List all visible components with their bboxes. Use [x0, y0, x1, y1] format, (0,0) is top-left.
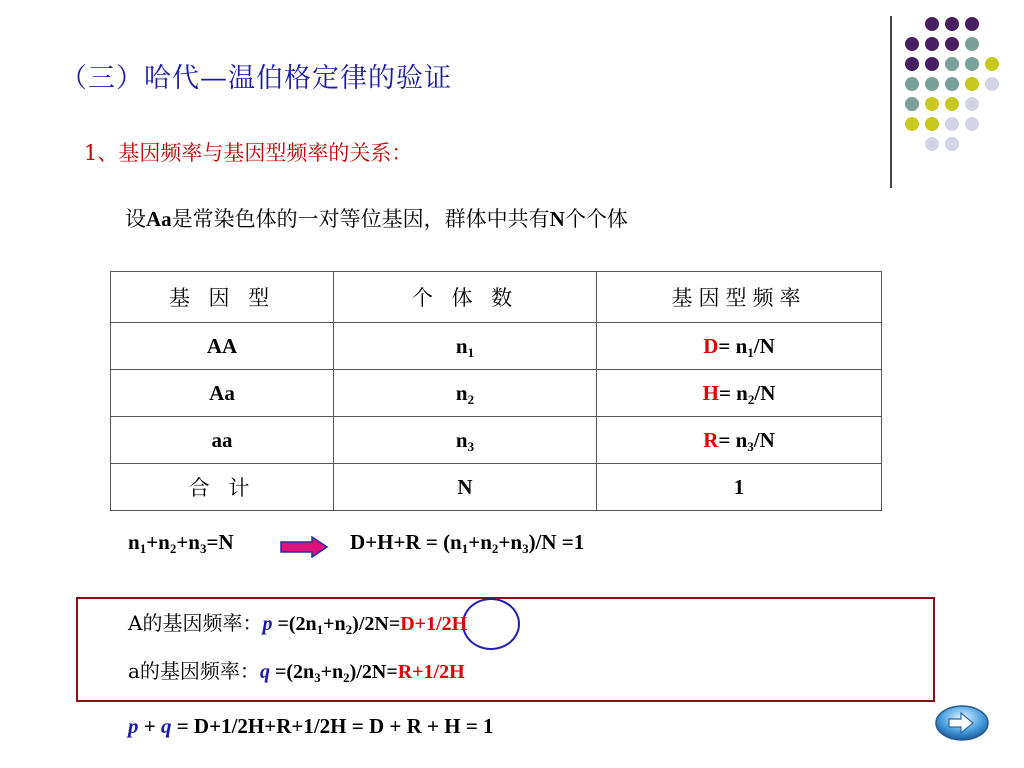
- allele-A-frequency: A的基因频率：$p =(2n_1+n_2)/2N=D+1/2H$: [128, 611, 468, 637]
- table-row: [111, 370, 882, 417]
- cell-total-count: N: [334, 464, 597, 511]
- sentence-post: 个个体: [564, 207, 628, 231]
- decor-dot: [965, 37, 979, 51]
- decor-dot: [905, 77, 919, 91]
- cell-genotype: aa: [111, 417, 334, 464]
- decor-dot: [945, 57, 959, 71]
- header-frequency: 基因型频率: [597, 272, 882, 323]
- decor-dot: [925, 117, 939, 131]
- intro-sentence: [125, 203, 628, 233]
- cell-count: $n_1$: [334, 323, 597, 370]
- slide-title: （三）哈代—温伯格定律的验证: [60, 63, 452, 94]
- cell-count: $n_3$: [334, 417, 597, 464]
- table-row: [111, 417, 882, 464]
- sentence-n: N: [549, 207, 565, 231]
- decor-dot: [945, 97, 959, 111]
- cell-frequency: $R= n_3/N$: [597, 417, 882, 464]
- decor-dot: [945, 17, 959, 31]
- decor-dot: [965, 57, 979, 71]
- genotype-table: [110, 271, 882, 511]
- decor-dot: [965, 117, 979, 131]
- decor-dot: [985, 57, 999, 71]
- decor-dot: [945, 137, 959, 151]
- header-count: 个 体 数: [334, 272, 597, 323]
- decor-dot: [925, 137, 939, 151]
- right-arrow-icon: [280, 536, 328, 558]
- sentence-pre: 设: [125, 207, 146, 231]
- section-heading: 1、基因频率与基因型频率的关系：: [84, 141, 413, 165]
- decor-dot: [905, 37, 919, 51]
- decor-dot: [965, 17, 979, 31]
- table-header-row: [111, 272, 882, 323]
- decor-dot: [965, 97, 979, 111]
- final-equation: p + q = D+1/2H+R+1/2H = D + R + H = 1: [128, 714, 494, 738]
- decor-dot: [925, 57, 939, 71]
- decor-dot: [925, 97, 939, 111]
- cell-total-frequency: 1: [597, 464, 882, 511]
- highlight-circle: [462, 598, 520, 650]
- header-genotype: 基 因 型: [111, 272, 334, 323]
- decor-dot: [985, 77, 999, 91]
- sentence-allele: Aa: [146, 207, 172, 231]
- cell-frequency: $D= n_1/N$: [597, 323, 882, 370]
- sentence-mid: 是常染色体的一对等位基因，群体中共有: [171, 207, 550, 231]
- decor-dot: [925, 37, 939, 51]
- decorative-dot-grid: [880, 14, 1020, 194]
- decor-dot: [925, 17, 939, 31]
- cell-genotype: Aa: [111, 370, 334, 417]
- decor-dot: [905, 97, 919, 111]
- decor-dot: [925, 77, 939, 91]
- sum-equation: $n_1+n_2+n_3=N$: [128, 530, 234, 556]
- cell-frequency: $H= n_2/N$: [597, 370, 882, 417]
- frequency-sum-equation: $D+H+R = (n_1+n_2+n_3)/N =1$: [350, 530, 585, 556]
- decor-dot: [945, 37, 959, 51]
- table-row: [111, 323, 882, 370]
- decor-dot: [945, 117, 959, 131]
- decor-dot: [905, 117, 919, 131]
- decor-dot: [965, 77, 979, 91]
- decor-dot: [905, 57, 919, 71]
- cell-total-label: 合 计: [111, 464, 334, 511]
- table-total-row: [111, 464, 882, 511]
- cell-genotype: AA: [111, 323, 334, 370]
- next-slide-button[interactable]: [934, 704, 990, 742]
- decor-dot: [945, 77, 959, 91]
- allele-a-frequency: a的基因频率：$q =(2n_3+n_2)/2N=R+1/2H$: [128, 659, 465, 685]
- cell-count: $n_2$: [334, 370, 597, 417]
